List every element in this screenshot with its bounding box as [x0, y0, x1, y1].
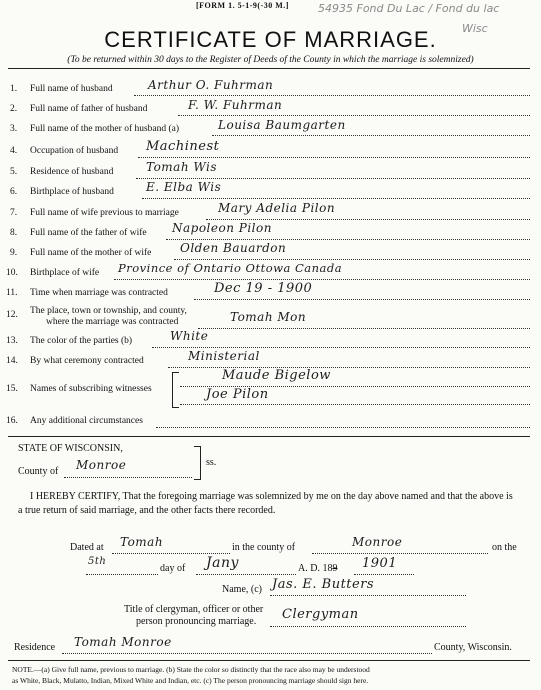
state-brace	[194, 446, 201, 480]
husband-birthplace-value: E. Elba Wis	[146, 180, 222, 194]
wife-name-value: Mary Adelia Pilon	[218, 201, 336, 215]
husband-father-value: F. W. Fuhrman	[188, 98, 283, 112]
year-value: 1901	[362, 556, 398, 571]
document-subtitle: (To be returned within 30 days to the Register of Deeds of the County in which the marriage is solemnized)	[67, 55, 474, 65]
row-label: Residence of husband	[30, 167, 114, 177]
footnote-line-2: as White, Black, Mulatto, Indian, Mixed White and Indian, etc. (c) The person pronouncing marriage should sign here.	[12, 676, 369, 685]
title-label: Title of clergyman, officer or other	[124, 604, 264, 615]
header-rule	[8, 68, 530, 69]
footnote-line-1: NOTE.—(a) Give full name, previous to marriage. (b) State the color so distinctly that the race also may be understood	[12, 665, 370, 674]
dotted-line	[62, 653, 432, 654]
row-label: Full name of father of husband	[30, 104, 148, 114]
dotted-line	[198, 328, 530, 329]
dotted-line	[134, 95, 530, 96]
dated-place-value: Tomah	[120, 535, 164, 549]
row-number: 2.	[10, 104, 18, 114]
ceremony-value: Ministerial	[188, 349, 260, 363]
day-of-label: day of	[160, 563, 186, 574]
dotted-line	[212, 135, 530, 136]
dotted-line	[206, 219, 530, 220]
row-number: 3.	[10, 124, 18, 134]
row-label-continued: where the marriage was contracted	[46, 317, 179, 327]
corner-note: 54935 Fond Du Lac / Fond du lac	[318, 2, 500, 15]
dotted-line	[196, 574, 296, 575]
state-label: STATE OF WISCONSIN,	[18, 443, 123, 454]
witness-2-value: Joe Pilon	[206, 387, 269, 402]
row-number: 14.	[6, 356, 18, 366]
dotted-line	[194, 299, 530, 300]
husband-residence-value: Tomah Wis	[146, 160, 217, 174]
dotted-line	[136, 178, 530, 179]
dotted-line	[156, 427, 530, 428]
name-label: Name, (c)	[222, 584, 262, 595]
dotted-line	[86, 574, 158, 575]
row-label: The color of the parties (b)	[30, 336, 133, 346]
day-value: 5th	[88, 556, 107, 567]
dated-county-value: Monroe	[352, 535, 403, 549]
row-label: Full name of the father of wife	[30, 228, 147, 238]
county-value: Monroe	[76, 458, 127, 472]
marriage-date-value: Dec 19 - 1900	[214, 281, 313, 296]
row-label: Full name of husband	[30, 84, 113, 94]
wife-birthplace-value: Province of Ontario Ottowa Canada	[118, 261, 343, 275]
dotted-line	[180, 404, 530, 405]
row-label: Birthplace of husband	[30, 187, 114, 197]
row-number: 13.	[6, 336, 18, 346]
row-number: 5.	[10, 167, 18, 177]
row-label: Any additional circumstances	[30, 416, 143, 426]
corner-note-2: Wisc	[462, 22, 488, 35]
dotted-line	[112, 553, 230, 554]
residence-label: Residence	[14, 642, 56, 653]
wife-mother-value: Olden Bauardon	[180, 241, 287, 255]
color-value: White	[170, 329, 209, 343]
row-number: 12.	[6, 310, 18, 320]
row-label: Birthplace of wife	[30, 268, 100, 278]
dotted-line	[174, 259, 530, 260]
officiant-title-value: Clergyman	[282, 607, 359, 622]
marriage-place-value: Tomah Mon	[230, 310, 307, 324]
row-number: 16.	[6, 416, 18, 426]
dotted-line	[178, 115, 530, 116]
husband-occupation-value: Machinest	[146, 139, 220, 154]
month-value: Jany	[206, 555, 239, 571]
residence-value: Tomah Monroe	[74, 635, 172, 649]
row-label: By what ceremony contracted	[30, 356, 144, 366]
certify-text: I HEREBY CERTIFY, That the foregoing marriage was solemnized by me on the day above named and that the above is a true return of said marriage, and the other facts there recorded.	[18, 491, 513, 516]
row-number: 1.	[10, 84, 18, 94]
dotted-line	[142, 198, 530, 199]
row-label: Names of subscribing witnesses	[30, 384, 152, 394]
dotted-line	[114, 279, 530, 280]
dotted-line	[270, 595, 466, 596]
ad-prefix: A. D. 18	[298, 563, 333, 574]
witness-brace	[172, 372, 179, 408]
dotted-line	[64, 477, 192, 478]
row-number: 4.	[10, 146, 18, 156]
ad-struck: 9	[332, 563, 338, 574]
row-number: 11.	[6, 288, 18, 298]
husband-mother-value: Louisa Baumgarten	[218, 118, 346, 132]
footnote-rule	[8, 660, 530, 661]
dotted-line	[152, 347, 530, 348]
dotted-line	[354, 574, 414, 575]
in-county-label: in the county of	[232, 542, 296, 553]
county-wisconsin-label: County, Wisconsin.	[434, 642, 512, 653]
county-label: County of	[18, 466, 59, 477]
row-label: Full name of wife previous to marriage	[30, 208, 179, 218]
row-number: 15.	[6, 384, 18, 394]
wife-father-value: Napoleon Pilon	[172, 221, 272, 235]
section-rule	[8, 436, 530, 437]
witness-1-value: Maude Bigelow	[222, 368, 331, 383]
row-number: 9.	[10, 248, 18, 258]
dotted-line	[166, 239, 530, 240]
row-label: Occupation of husband	[30, 146, 119, 156]
row-number: 10.	[6, 268, 18, 278]
ss-label: ss.	[206, 457, 217, 468]
row-label: Full name of the mother of wife	[30, 248, 152, 258]
husband-name-value: Arthur O. Fuhrman	[148, 78, 274, 92]
row-label: The place, town or township, and county,	[30, 306, 187, 316]
officiant-signature: Jas. E. Butters	[272, 577, 375, 592]
ad-label	[298, 563, 337, 574]
dated-at-label: Dated at	[70, 542, 104, 553]
row-number: 6.	[10, 187, 18, 197]
dotted-line	[138, 157, 530, 158]
row-label: Time when marriage was contracted	[30, 288, 168, 298]
row-number: 8.	[10, 228, 18, 238]
dotted-line	[270, 626, 466, 627]
row-number: 7.	[10, 208, 18, 218]
dotted-line	[312, 553, 488, 554]
title-label-continued: person pronouncing marriage.	[136, 616, 257, 627]
row-label: Full name of the mother of husband (a)	[30, 124, 180, 134]
form-id: [FORM 1. 5-1-9(-30 M.]	[196, 1, 289, 10]
on-the-label: on the	[492, 542, 517, 553]
document-title: CERTIFICATE OF MARRIAGE.	[104, 27, 437, 52]
